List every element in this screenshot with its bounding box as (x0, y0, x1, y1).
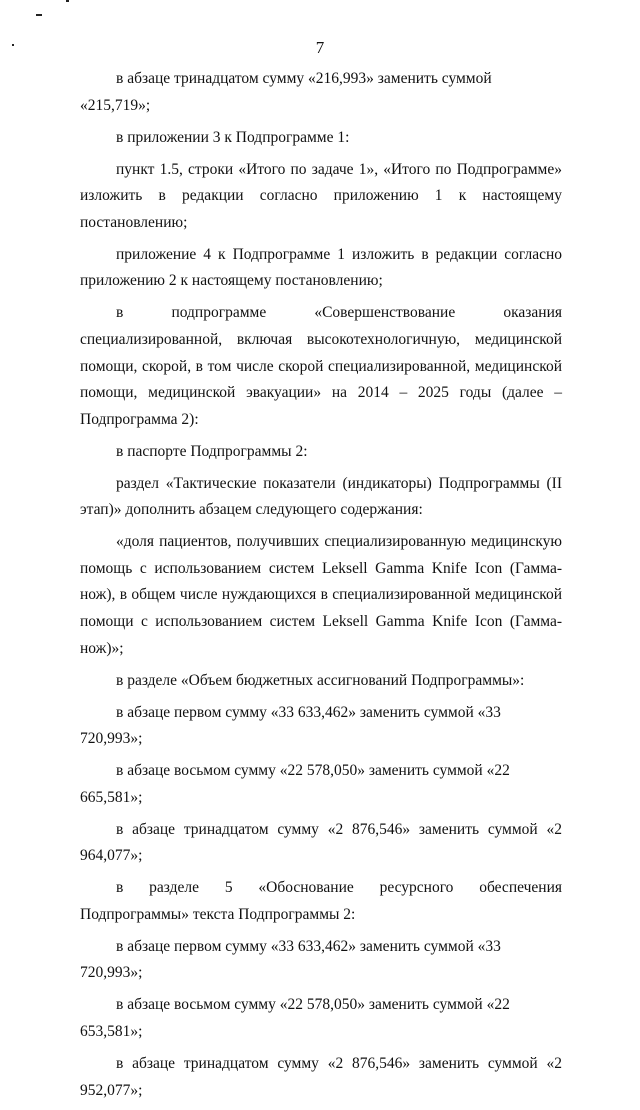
paragraph: приложение 4 к Подпрограмме 1 изложить в редакции согласно приложению 2 к настоящему постановлению; (80, 245, 562, 290)
scan-mark (36, 14, 42, 16)
page-number: 7 (315, 38, 325, 57)
paragraph: в абзаце тринадцатом сумму «216,993» заменить суммой «215,719»; (80, 70, 492, 114)
paragraph: в абзаце первом сумму «33 633,462» заменить суммой «33 720,993»; (80, 703, 501, 748)
paragraph: раздел «Тактические показатели (индикаторы) Подпрограммы (II этап)» дополнить абзацем следующего содержания: (80, 474, 562, 519)
paragraph: в приложении 3 к Подпрограмме 1: (116, 128, 350, 146)
paragraph: в подпрограмме «Совершенствование оказания специализированной, включая высокотехнологичную, медицинской помощи, скорой, в том числе скорой специализированной, медицинской помощи, медицинской эвакуации» на 2014 – 2025 годы (далее – Подпрограмма 2): (80, 304, 562, 428)
document-body (80, 66, 562, 1110)
paragraph: «доля пациентов, получивших специализированную медицинскую помощь с использованием систем Leksell Gamma Knife Icon (Гамма-нож), в общем числе нуждающихся в специализированной медицинской помощи с использованием систем Leksell Gamma Knife Icon (Гамма-нож)»; (80, 533, 562, 657)
scan-mark (66, 0, 69, 2)
paragraph: в разделе «Объем бюджетных ассигнований Подпрограммы»: (116, 671, 525, 689)
paragraph: пункт 1.5, строки «Итого по задаче 1», «Итого по Подпрограмме» изложить в редакции согласно приложению 1 к настоящему постановлению; (80, 160, 562, 231)
paragraph: в абзаце восьмом сумму «22 578,050» заменить суммой «22 665,581»; (80, 762, 510, 806)
paragraph: в разделе 5 «Обоснование ресурсного обеспечения Подпрограммы» текста Подпрограммы 2: (80, 879, 562, 923)
paragraph: в абзаце тринадцатом сумму «2 876,546» заменить суммой «2 964,077»; (80, 820, 562, 865)
paragraph: в абзаце первом сумму «33 633,462» заменить суммой «33 720,993»; (80, 937, 501, 982)
paragraph: в паспорте Подпрограммы 2: (116, 442, 308, 460)
paragraph: в абзаце восьмом сумму «22 578,050» заменить суммой «22 653,581»; (80, 996, 510, 1041)
paragraph: в абзаце тринадцатом сумму «2 876,546» заменить суммой «2 952,077»; (80, 1055, 562, 1099)
